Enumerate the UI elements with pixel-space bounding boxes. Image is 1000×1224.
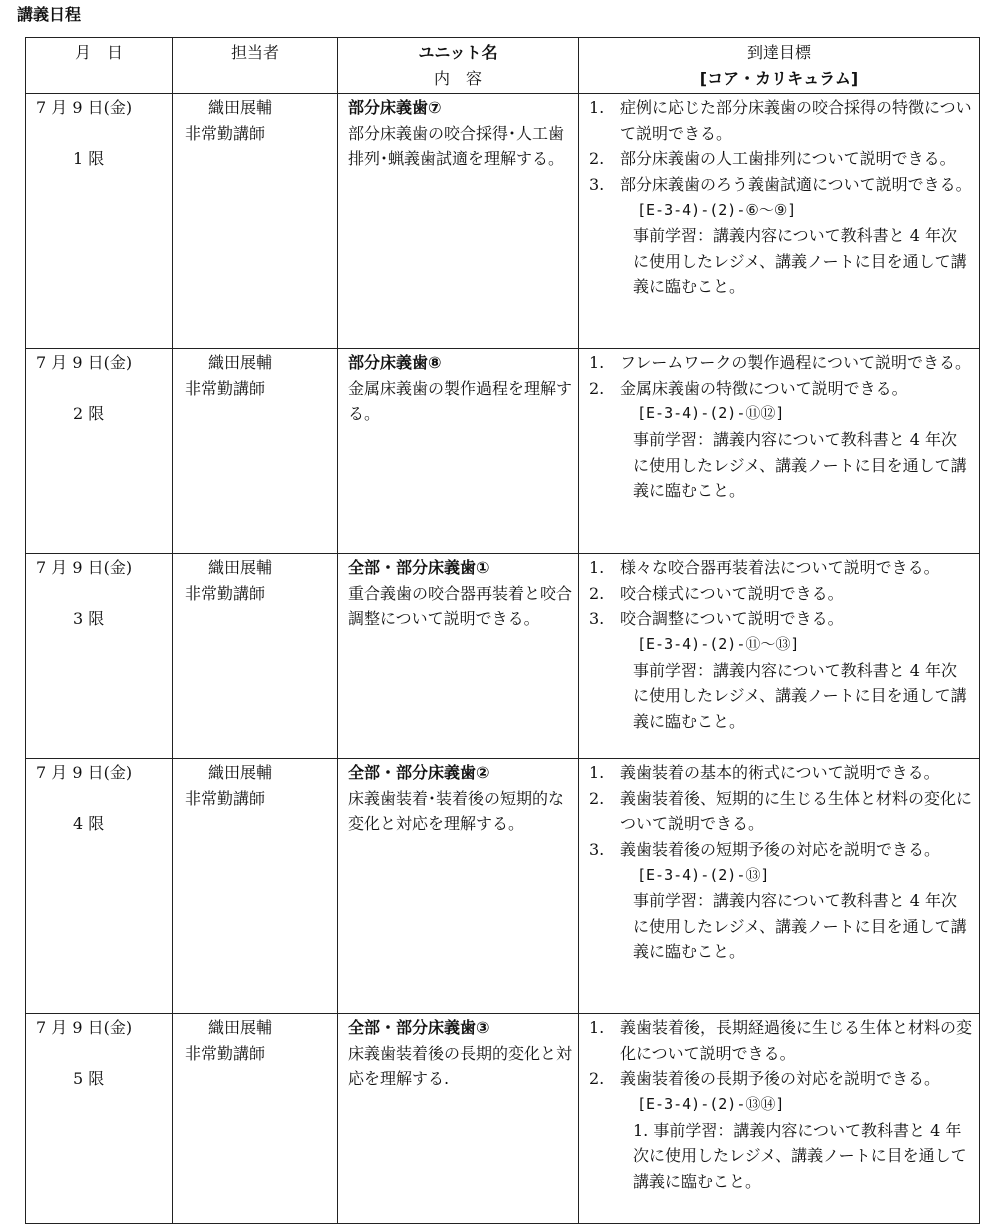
- goal-list: [587, 555, 973, 632]
- header-person-label: 担当者: [230, 43, 279, 62]
- goal-text: フレームワークの製作過程について説明できる。: [620, 353, 972, 373]
- lecture-period: 5 限: [73, 1068, 105, 1088]
- goal-text: 咬合調整について説明できる。: [620, 609, 844, 629]
- goal-text: 義歯装着後の短期予後の対応を説明できる。: [620, 839, 941, 859]
- date-cell: [26, 94, 173, 349]
- goal-text: 咬合様式について説明できる。: [620, 583, 844, 603]
- goal-text: 義歯装着後、短期的に生じる生体と材料の変化について説明できる。: [620, 788, 973, 834]
- curriculum-code: [E-3-4)-(2)-⑬⑭]: [637, 1094, 785, 1113]
- goal-item: [587, 146, 973, 172]
- header-date: [26, 38, 173, 94]
- goal-number: 1.: [589, 558, 605, 578]
- lecture-date: 7 月 9 日(金): [36, 763, 133, 783]
- unit-cell: [338, 1014, 579, 1224]
- lecturer-name: 織田展輔: [208, 558, 273, 578]
- prep-note: 事前学習：講義内容について教科書と 4 年次に使用したレジメ、講義ノートに目を通して講義に臨むこと。: [633, 660, 967, 731]
- goal-item: [587, 172, 973, 198]
- goal-cell: [579, 349, 980, 554]
- lecture-date: 7 月 9 日(金): [36, 353, 133, 373]
- header-goal-name: 到達目標: [746, 43, 811, 62]
- header-unit: [338, 38, 579, 94]
- goal-list: [587, 350, 973, 401]
- unit-title: 全部・部分床義歯③: [348, 1018, 490, 1038]
- goal-number: 3.: [589, 609, 605, 629]
- goal-item: [587, 376, 973, 402]
- goal-number: 2.: [589, 149, 605, 169]
- unit-description: 重合義歯の咬合器再装着と咬合調整について説明できる。: [348, 583, 573, 629]
- lecturer-title: 非常勤講師: [185, 788, 266, 808]
- lecturer-title: 非常勤講師: [185, 583, 266, 603]
- prep-note: 事前学習：講義内容について教科書と 4 年次に使用したレジメ、講義ノートに目を通して講義に臨むこと。: [633, 226, 967, 297]
- goal-number: 1.: [589, 763, 605, 783]
- header-goal: [579, 38, 980, 94]
- goal-item: [587, 350, 973, 376]
- lecture-period: 3 限: [73, 608, 105, 628]
- goal-number: 1.: [589, 1018, 605, 1038]
- unit-title: 全部・部分床義歯①: [348, 558, 490, 578]
- goal-item: [587, 555, 973, 581]
- goal-number: 2.: [589, 1069, 605, 1089]
- lecturer-name: 織田展輔: [208, 353, 273, 373]
- goal-number: 2.: [589, 583, 605, 603]
- lecture-date: 7 月 9 日(金): [36, 558, 133, 578]
- goal-text: 部分床義歯の人工歯排列について説明できる。: [620, 149, 956, 169]
- goal-text: 義歯装着後，長期経過後に生じる生体と材料の変化について説明できる。: [620, 1018, 973, 1063]
- goal-number: 1.: [589, 98, 605, 118]
- person-cell: [173, 1014, 338, 1224]
- lecture-schedule-table: [25, 37, 980, 1224]
- goal-item: [587, 606, 973, 632]
- goal-text: 症例に応じた部分床義歯の咬合採得の特徴について説明できる。: [620, 98, 972, 143]
- goal-number: 1.: [589, 353, 605, 373]
- goal-text: 義歯装着の基本的術式について説明できる。: [620, 763, 940, 783]
- goal-text: 義歯装着後の長期予後の対応を説明できる。: [620, 1069, 941, 1089]
- goal-list: [587, 1015, 973, 1092]
- unit-cell: [338, 349, 579, 554]
- lecturer-name: 織田展輔: [208, 98, 273, 118]
- lecturer-title: 非常勤講師: [185, 123, 266, 143]
- header-goal-curriculum: [コア・カリキュラム]: [699, 68, 859, 88]
- lecture-period: 1 限: [73, 148, 105, 168]
- person-cell: [173, 94, 338, 349]
- goal-number: 2.: [589, 788, 605, 808]
- table-row: [26, 94, 980, 349]
- table-row: [26, 554, 980, 759]
- goal-number: 3.: [589, 839, 605, 859]
- header-unit-content: 内 容: [433, 68, 482, 88]
- lecturer-title: 非常勤講師: [185, 378, 266, 398]
- goal-text: 様々な咬合器再装着法について説明できる。: [620, 558, 940, 578]
- curriculum-code: [E-3-4)-(2)-⑪～⑬]: [637, 634, 800, 653]
- lecture-date: 7 月 9 日(金): [36, 1018, 133, 1038]
- date-cell: [26, 759, 173, 1014]
- date-cell: [26, 1014, 173, 1224]
- date-cell: [26, 349, 173, 554]
- person-cell: [173, 759, 338, 1014]
- unit-cell: [338, 554, 579, 759]
- goal-text: 部分床義歯のろう義歯試適について説明できる。: [620, 174, 972, 194]
- unit-description: 床義歯装着･装着後の短期的な変化と対応を理解する。: [348, 788, 565, 834]
- unit-title: 部分床義歯⑦: [348, 98, 442, 118]
- goal-item: [587, 1066, 973, 1092]
- goal-number: 2.: [589, 378, 605, 398]
- person-cell: [173, 554, 338, 759]
- unit-title: 部分床義歯⑧: [348, 353, 442, 373]
- goal-item: [587, 581, 973, 607]
- goal-item: [587, 837, 973, 863]
- header-date-label: 月 日: [74, 43, 123, 62]
- goal-cell: [579, 759, 980, 1014]
- date-cell: [26, 554, 173, 759]
- unit-cell: [338, 759, 579, 1014]
- goal-cell: [579, 554, 980, 759]
- table-header-row: [26, 38, 980, 94]
- unit-description: 金属床義歯の製作過程を理解する。: [348, 378, 573, 424]
- table-row: [26, 349, 980, 554]
- lecturer-name: 織田展輔: [208, 1018, 273, 1038]
- goal-list: [587, 760, 973, 862]
- header-person: [173, 38, 338, 94]
- header-unit-name: ユニット名: [418, 43, 498, 62]
- lecturer-name: 織田展輔: [208, 763, 273, 783]
- goal-cell: [579, 94, 980, 349]
- goal-cell: [579, 1014, 980, 1224]
- curriculum-code: [E-3-4)-(2)-⑪⑫]: [637, 404, 785, 423]
- table-row: [26, 759, 980, 1014]
- goal-list: [587, 95, 973, 197]
- prep-note: 1. 事前学習：講義内容について教科書と 4 年次に使用したレジメ、講義ノートに目を通して講義に臨むこと。: [633, 1120, 967, 1191]
- goal-item: [587, 786, 973, 837]
- lecture-period: 2 限: [73, 403, 105, 423]
- lecturer-title: 非常勤講師: [185, 1043, 266, 1063]
- unit-description: 床義歯装着後の長期的変化と対応を理解する.: [348, 1043, 573, 1089]
- page-title: 講義日程: [17, 5, 82, 24]
- curriculum-code: [E-3-4)-(2)-⑬]: [637, 865, 770, 884]
- unit-title: 全部・部分床義歯②: [348, 763, 490, 783]
- lecture-period: 4 限: [73, 813, 105, 833]
- goal-item: [587, 1015, 973, 1066]
- prep-note: 事前学習：講義内容について教科書と 4 年次に使用したレジメ、講義ノートに目を通して講義に臨むこと。: [633, 891, 967, 962]
- lecture-date: 7 月 9 日(金): [36, 98, 133, 118]
- curriculum-code: [E-3-4)-(2)-⑥～⑨]: [637, 200, 797, 219]
- goal-item: [587, 760, 973, 786]
- unit-cell: [338, 94, 579, 349]
- unit-description: 部分床義歯の咬合採得･人工歯排列･蝋義歯試適を理解する。: [348, 123, 565, 169]
- person-cell: [173, 349, 338, 554]
- goal-number: 3.: [589, 174, 605, 194]
- table-row: [26, 1014, 980, 1224]
- goal-item: [587, 95, 973, 146]
- goal-text: 金属床義歯の特徴について説明できる。: [620, 378, 908, 398]
- prep-note: 事前学習：講義内容について教科書と 4 年次に使用したレジメ、講義ノートに目を通して講義に臨むこと。: [633, 429, 967, 501]
